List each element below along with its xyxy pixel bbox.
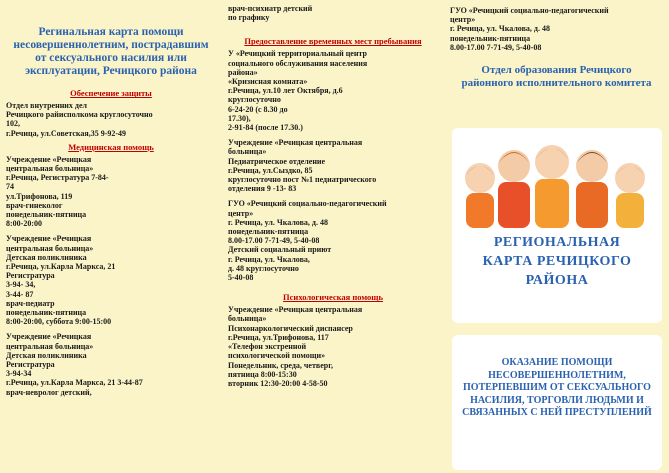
cover-subtitle-panel xyxy=(452,335,662,470)
section-psychological-heading: Психологическая помощь xyxy=(283,292,383,303)
pediatric-department-contact: Учреждение «Речицкая центральная больница» Педиатрическое отделение г.Речица, ул.Сыздко, 85 круглосуточно пост №1 педиатрического отделения 9 -13- 83 xyxy=(228,138,377,194)
medical-contact-neurology: Учреждение «Речицкая центральная больница» Детская поликлиника Регистратура 3-94-34 г.Речица, ул.Карла Маркса, 21 3-44-87 врач-невролог детский, xyxy=(6,332,143,397)
cover-subtitle: ОКАЗАНИЕ ПОМОЩИ НЕСОВЕРШЕННОЛЕТНИМ, ПОТЕРПЕВШИМ ОТ СЕКСУАЛЬНОГО НАСИЛИЯ, ТОРГОВЛИ ЛЮДЬМИ И СВЯЗАННЫХ С НЕЙ ПРЕСТУПЛЕНИЙ xyxy=(462,357,652,418)
cover-panel xyxy=(452,128,662,323)
medical-contact-pediatrics: Учреждение «Речицкая центральная больница» Детская поликлиника г.Речица, ул.Карла Маркса, 21 Регистратура 3-94- 34, 3-44- 87 врач-педиатр понедельник-пятница 8:00-20:00, суббота 9:00-15:00 xyxy=(6,234,116,327)
section-temporary-stay-heading: Предоставление временных мест пребывания xyxy=(244,36,422,47)
social-center-contact: ГУО «Речицкий социально-педагогический центр» г. Речица, ул. Чкалова, д. 48 понедельник-пятница 8.00-17.00 7-71-49, 5-40-08 Детский социальный приют г. Речица, ул. Чкалова, д. 48 круглосуточно 5-40-08 xyxy=(228,199,387,283)
social-center-contact-right: ГУО «Речицкий социально-педагогический центр» г. Речица, ул. Чкалова, д. 48 понедельник-пятница 8.00-17.00 7-71-49, 5-40-08 xyxy=(450,6,609,52)
middle-panel xyxy=(222,0,444,473)
child-4 xyxy=(576,150,608,228)
section-protection-heading: Обеспечение защиты xyxy=(70,88,152,98)
psychiatrist-note: врач-психиатр детский по графику xyxy=(228,4,313,23)
cover-title: РЕГИОНАЛЬНАЯ КАРТА РЕЧИЦКОГО РАЙОНА xyxy=(482,235,632,288)
medical-contact-gynecology: Учреждение «Речицкая центральная больница» г.Речица, Регистратура 7-84- 74 ул.Трифонова, 119 врач-гинеколог понедельник-пятница 8:00-20:00 xyxy=(6,154,109,229)
child-3 xyxy=(535,145,569,228)
child-1 xyxy=(465,163,495,228)
left-panel xyxy=(0,0,222,473)
section-medical-heading: Медицинская помощь xyxy=(68,141,154,152)
child-2 xyxy=(498,150,530,228)
child-5 xyxy=(615,163,645,228)
psychological-contact: Учреждение «Речицкая центральная больница» Психонаркологический диспансер г.Речица, ул.Трифонова, 117 «Телефон экстренной психологической помощи» Понедельник, среда, четверг, пятница 8:00-15:30 вторник 12:30-20:00 4-58-50 xyxy=(228,305,363,388)
brochure-title: Регинальная карта помощи несовершеннолетним, пострадавшим от сексуального насилия или эксплуатации, Речицкого района xyxy=(13,26,209,77)
department-title: Отдел образования Речицкого районного исполнительного комитета xyxy=(461,64,652,90)
protection-contact: Отдел внутренних дел Речицкого райисполкома круглосуточно 102, г.Речица, ул.Советская,35 9-92-49 xyxy=(6,101,153,138)
children-illustration xyxy=(452,128,662,228)
crisis-room-contact: У «Речицкий территориальный центр социального обслуживания населения района» «Кризисная комната» г.Речица, ул.10 лет Октября, д.6 круглосуточно 6-24-20 (с 8.30 до 17.30), 2-91-84 (после 17.30.) xyxy=(228,49,368,133)
